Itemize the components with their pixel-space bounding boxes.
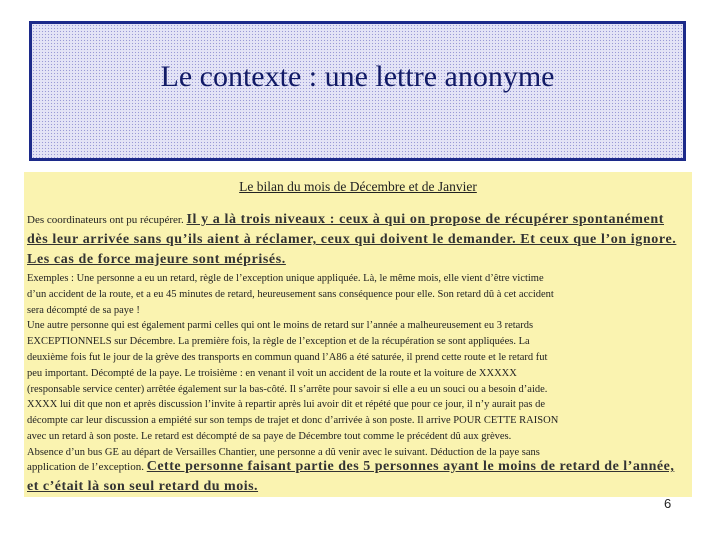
slide-title: Le contexte : une lettre anonyme — [160, 60, 555, 93]
page-number: 6 — [664, 496, 672, 511]
body-line: peu important. Décompté de la paye. Le troisième : en venant il voit un accident de la route et la voiture de XXXXX — [27, 367, 517, 379]
letter-heading: Le bilan du mois de Décembre et de Janvier — [239, 179, 477, 194]
body-line: (responsable service center) arrêtée également sur la bas-côté. Il s’arrête pour savoir si elle a eu un souci ou a besoin d’aide. — [27, 383, 548, 395]
body-line: Exemples : Une personne a eu un retard, règle de l’exception unique appliquée. Là, le même mois, elle vient d’être victime — [27, 273, 544, 284]
body-line: deuxième fois fut le jour de la grève des transports en commun quand l’A86 a été saturée, il prend cette route et le retard fut — [27, 351, 548, 363]
body-line: Absence d’un bus GE au départ de Versailles Chantier, une personne a dû venir avec le suivant. Déduction de la paye sans — [27, 446, 540, 458]
body-line: avec un retard à son poste. Le retard est décompté de sa paye de Décembre tout comme le précédent dû aux grèves. — [27, 430, 512, 442]
intro-emphasis: Il y a là trois niveaux : ceux à qui on propose de récupérer spontanément dès leur arrivée sans qu’ils aient à réclamer, ceux qui doivent le demander. Et ceux que l’on ignore. Les cas de force majeure sont méprisés. — [27, 212, 677, 267]
body-line: sera décompté de sa paye ! — [27, 304, 140, 316]
intro-paragraph — [27, 210, 689, 270]
title-box — [29, 21, 686, 161]
closing-text: application de l’exception. — [27, 461, 144, 473]
closing-emphasis: Cette personne faisant partie des 5 personnes ayant le moins de retard de l’année, et c’était là son seul retard du mois. — [27, 459, 675, 494]
body-line: d’un accident de la route, et a eu 45 minutes de retard, heureusement sans conséquence pour elle. Son retard dû à cet accident — [27, 288, 554, 300]
letter-box — [24, 172, 692, 497]
body-line: décompte car leur discussion a empiété sur son temps de trajet et donc d’arrivée à son poste. Il arrive POUR CETTE RAISON — [27, 415, 559, 427]
closing-paragraph — [27, 457, 689, 497]
body-line: XXXX lui dit que non et après discussion l’invite à repartir après lui avoir dit et répété que pour ce jour, il n’y aurait pas de — [27, 399, 546, 411]
body-line: Une autre personne qui est également parmi celles qui ont le moins de retard sur l’année a malheureusement eu 3 retards — [27, 320, 534, 332]
body-line: EXCEPTIONNELS sur Décembre. La première fois, la règle de l’exception et de la récupération se sont appliquées. La — [27, 336, 530, 348]
intro-text: Des coordinateurs ont pu récupérer. — [27, 214, 184, 226]
letter-body — [27, 271, 689, 461]
